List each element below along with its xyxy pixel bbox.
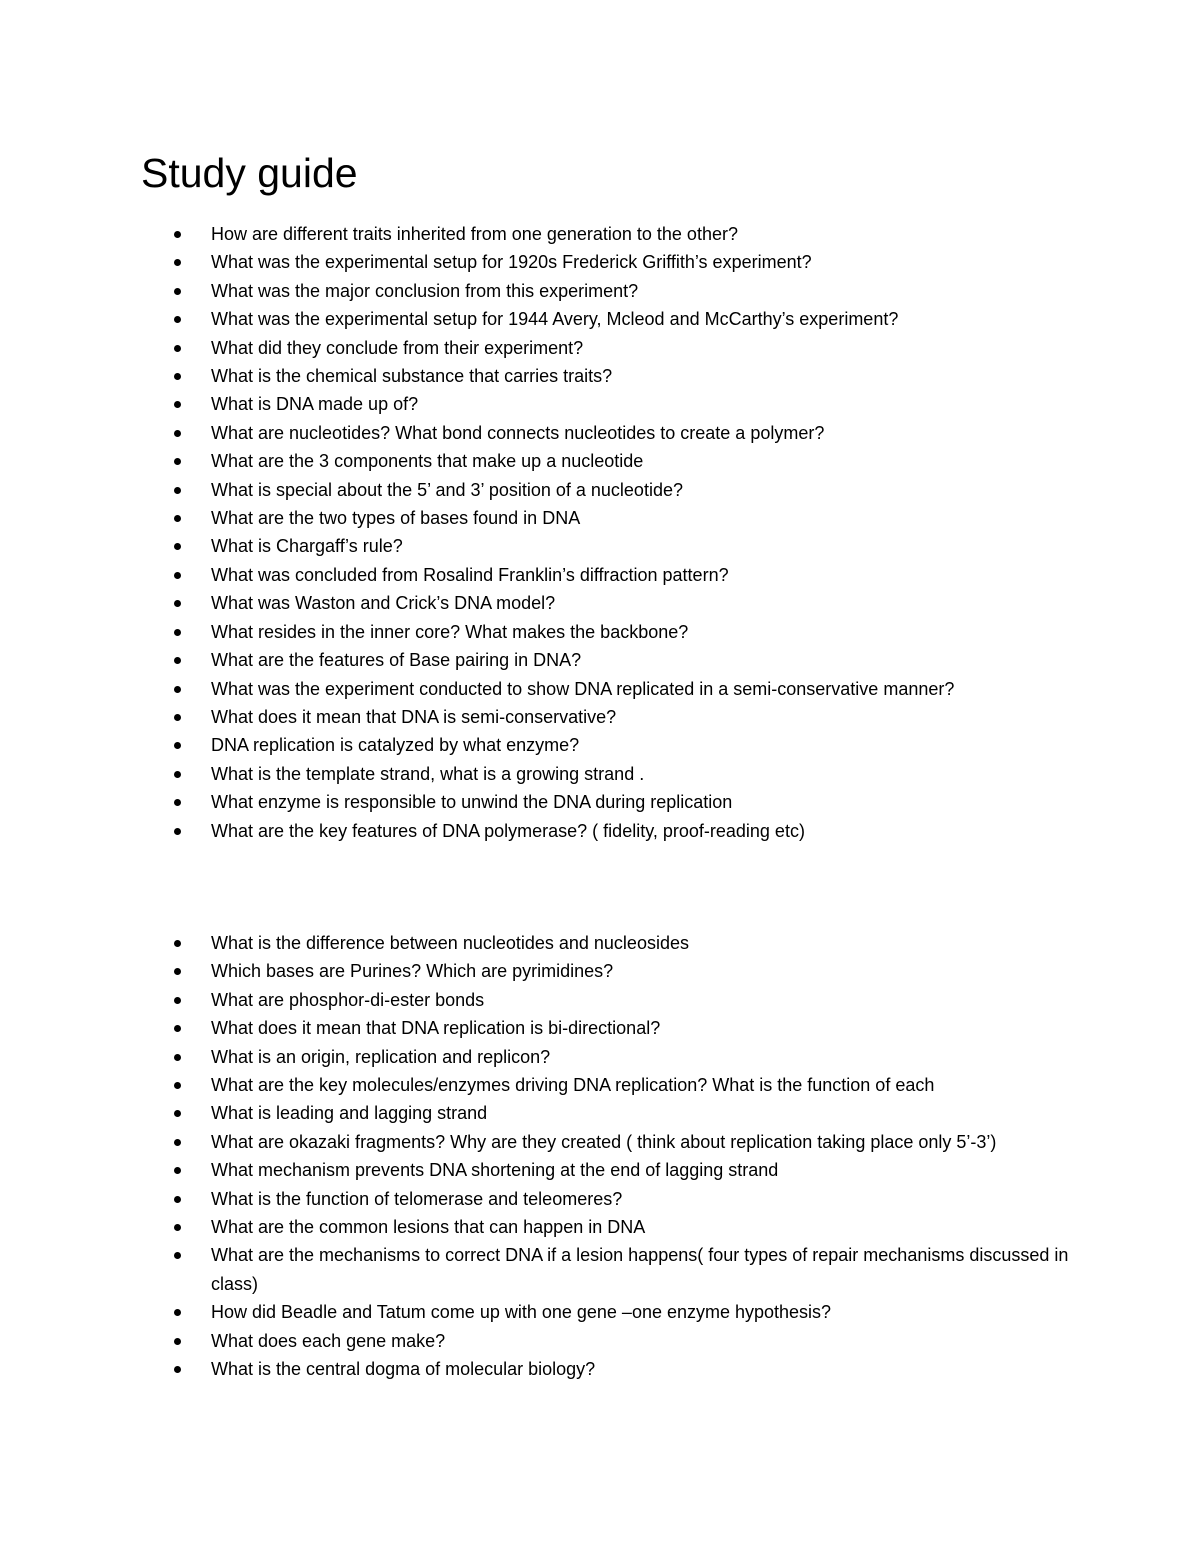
bullet-icon	[174, 1252, 181, 1259]
list-item	[0, 589, 1200, 617]
list-item	[0, 1213, 1200, 1241]
list-item	[0, 1355, 1200, 1383]
bullet-icon	[174, 600, 181, 607]
list-item-text: What are phosphor-di-ester bonds	[211, 989, 485, 1010]
list-item-text: What are okazaki fragments? Why are they created ( think about replication taking place only 5’-3’)	[211, 1131, 997, 1152]
list-item-text: DNA replication is catalyzed by what enzyme?	[211, 735, 580, 756]
bullet-icon	[174, 629, 181, 636]
list-item	[0, 447, 1200, 475]
list-item	[0, 1185, 1200, 1213]
bullet-icon	[174, 543, 181, 550]
list-item	[0, 986, 1200, 1014]
question-list-part-1	[0, 220, 1200, 845]
bullet-icon	[174, 1309, 181, 1316]
bullet-icon	[174, 1054, 181, 1061]
page-title: Study guide	[141, 150, 358, 196]
list-item-text: What was concluded from Rosalind Franklin’s diffraction pattern?	[211, 564, 729, 585]
bullet-icon	[174, 1025, 181, 1032]
bullet-icon	[174, 997, 181, 1004]
bullet-icon	[174, 799, 181, 806]
list-item-text: What was the major conclusion from this experiment?	[211, 280, 639, 301]
bullet-icon	[174, 1110, 181, 1117]
list-item-text: What are the two types of bases found in DNA	[211, 508, 581, 529]
list-item-text: What is the difference between nucleotides and nucleosides	[211, 933, 689, 953]
list-item-text: How did Beadle and Tatum come up with one gene –one enzyme hypothesis?	[211, 1302, 832, 1323]
list-item	[0, 817, 1200, 845]
list-item-text: What are the mechanisms to correct DNA if a lesion happens( four types of repair mechanisms discussed in class)	[211, 1245, 1069, 1294]
list-item-text: What does each gene make?	[211, 1330, 446, 1351]
list-item	[0, 1099, 1200, 1127]
bullet-icon	[174, 373, 181, 380]
list-item-text: What enzyme is responsible to unwind the DNA during replication	[211, 792, 733, 813]
bullet-icon	[174, 430, 181, 437]
list-item	[0, 1298, 1200, 1326]
list-item	[0, 646, 1200, 674]
bullet-icon	[174, 572, 181, 579]
list-item	[0, 731, 1200, 759]
list-item	[0, 1327, 1200, 1355]
list-item	[0, 675, 1200, 703]
list-item-text: What are nucleotides? What bond connects nucleotides to create a polymer?	[211, 422, 825, 443]
list-item	[0, 277, 1200, 305]
list-item	[0, 362, 1200, 390]
bullet-icon	[174, 515, 181, 522]
list-item	[0, 1241, 1200, 1298]
list-item	[0, 390, 1200, 418]
bullet-icon	[174, 742, 181, 749]
list-item-text: What mechanism prevents DNA shortening at the end of lagging strand	[211, 1160, 779, 1181]
list-item-text: How are different traits inherited from one generation to the other?	[211, 224, 738, 244]
list-item-text: Which bases are Purines? Which are pyrimidines?	[211, 961, 614, 982]
list-item-text: What is an origin, replication and replicon?	[211, 1046, 551, 1067]
list-item	[0, 618, 1200, 646]
bullet-icon	[174, 940, 181, 947]
bullet-icon	[174, 487, 181, 494]
list-item-text: What was the experimental setup for 1944 Avery, Mcleod and McCarthy’s experiment?	[211, 309, 899, 330]
list-item	[0, 419, 1200, 447]
bullet-icon	[174, 1366, 181, 1373]
bullet-icon	[174, 259, 181, 266]
list-item	[0, 334, 1200, 362]
list-item-text: What is leading and lagging strand	[211, 1103, 488, 1124]
list-item	[0, 532, 1200, 560]
list-item	[0, 1071, 1200, 1099]
list-item-text: What was Waston and Crick’s DNA model?	[211, 593, 556, 614]
bullet-icon	[174, 771, 181, 778]
list-item	[0, 305, 1200, 333]
list-item	[0, 1128, 1200, 1156]
list-item	[0, 957, 1200, 985]
bullet-icon	[174, 316, 181, 323]
bullet-icon	[174, 1082, 181, 1089]
list-item-text: What are the features of Base pairing in DNA?	[211, 650, 582, 671]
bullet-icon	[174, 401, 181, 408]
list-item-text: What does it mean that DNA is semi-conservative?	[211, 706, 617, 727]
list-item-text: What are the common lesions that can happen in DNA	[211, 1217, 646, 1238]
list-item-text: What resides in the inner core? What makes the backbone?	[211, 621, 689, 642]
list-item-text: What is the chemical substance that carries traits?	[211, 366, 613, 387]
bullet-icon	[174, 231, 181, 238]
list-item	[0, 220, 1200, 248]
bullet-icon	[174, 968, 181, 975]
list-item-text: What is the function of telomerase and teleomeres?	[211, 1188, 623, 1209]
list-item	[0, 561, 1200, 589]
bullet-icon	[174, 458, 181, 465]
list-item	[0, 703, 1200, 731]
list-item-text: What was the experimental setup for 1920s Frederick Griffith’s experiment?	[211, 252, 812, 273]
list-item	[0, 760, 1200, 788]
bullet-icon	[174, 686, 181, 693]
list-item-text: What is the central dogma of molecular biology?	[211, 1359, 596, 1380]
list-item-text: What are the 3 components that make up a nucleotide	[211, 451, 644, 472]
list-item-text: What are the key molecules/enzymes driving DNA replication? What is the function of each	[211, 1075, 935, 1096]
list-item-text: What is the template strand, what is a growing strand .	[211, 763, 645, 784]
bullet-icon	[174, 714, 181, 721]
list-item	[0, 1043, 1200, 1071]
list-item-text: What are the key features of DNA polymerase? ( fidelity, proof-reading etc)	[211, 820, 805, 841]
bullet-icon	[174, 1139, 181, 1146]
bullet-icon	[174, 828, 181, 835]
bullet-icon	[174, 1167, 181, 1174]
bullet-icon	[174, 345, 181, 352]
bullet-icon	[174, 288, 181, 295]
bullet-icon	[174, 1224, 181, 1231]
list-item	[0, 1014, 1200, 1042]
list-item	[0, 1156, 1200, 1184]
list-item-text: What is special about the 5’ and 3’ position of a nucleotide?	[211, 479, 683, 500]
list-item	[0, 788, 1200, 816]
bullet-icon	[174, 1338, 181, 1345]
question-list-part-2	[0, 929, 1200, 1384]
list-item-text: What is DNA made up of?	[211, 394, 419, 415]
list-item	[0, 929, 1200, 957]
list-item-text: What is Chargaff’s rule?	[211, 536, 403, 557]
list-item-text: What does it mean that DNA replication is bi-directional?	[211, 1018, 661, 1039]
list-item	[0, 248, 1200, 276]
list-item-text: What was the experiment conducted to show DNA replicated in a semi-conservative manner?	[211, 678, 955, 699]
list-item	[0, 476, 1200, 504]
bullet-icon	[174, 657, 181, 664]
list-item	[0, 504, 1200, 532]
bullet-icon	[174, 1196, 181, 1203]
list-item-text: What did they conclude from their experiment?	[211, 337, 584, 358]
